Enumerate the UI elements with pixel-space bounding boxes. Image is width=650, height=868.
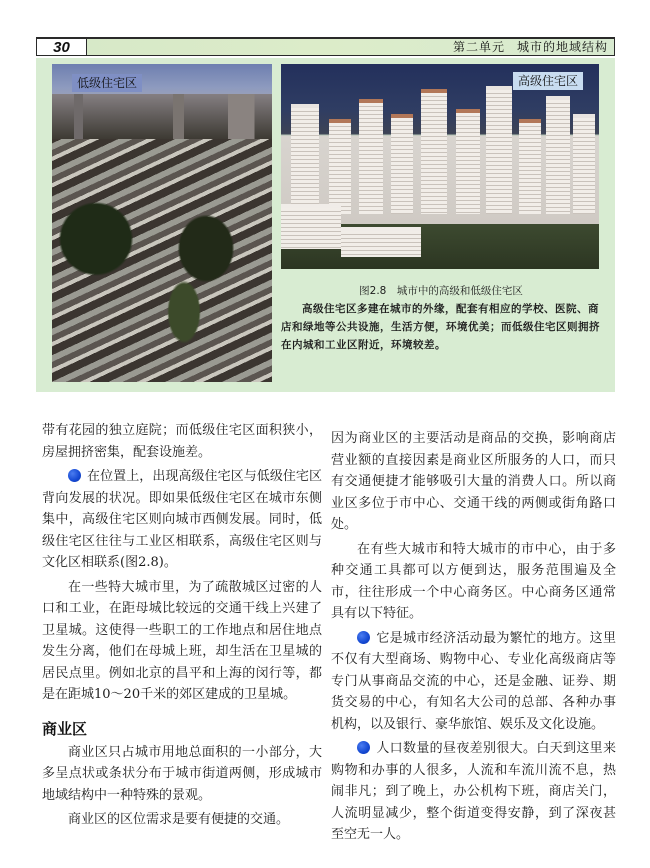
paragraph: 商业区的区位需求是要有便捷的交通。 xyxy=(68,812,290,827)
paragraph-text: 它是城市经济活动最为繁忙的地方。这里不仅有大型商场、购物中心、专业化高级商店等专门从事商品交流的中心，还是金融、证券、期货交易的中心，有知名大公司的总部、各种办事机构，以及银行、豪华旅馆、娱乐及文化设施。 xyxy=(331,630,616,732)
page-number: 30 xyxy=(37,39,87,55)
bullet-icon xyxy=(357,631,370,644)
bullet-icon xyxy=(68,469,81,482)
building-shape xyxy=(341,227,421,257)
building-shape xyxy=(391,114,413,214)
photo-high-grade-residential xyxy=(281,64,599,269)
building-shape xyxy=(421,89,447,214)
building-shape xyxy=(573,114,595,214)
building-shape xyxy=(519,119,541,214)
unit-name: 城市的地域结构 xyxy=(516,39,608,54)
paragraph: 在有些大城市和特大城市的市中心，由于多种交通工具都可以方便到达，服务范围遍及全市，往往形成一个中心商务区。中心商务区通常具有以下特征。 xyxy=(331,541,616,621)
paragraph-bullet xyxy=(42,466,322,574)
paragraph-text: 人口数量的昼夜差别很大。白天到这里来购物和办事的人很多，人流和车流川流不息，热闹非凡；到了晚上，办公机构下班，商店关门，人流明显减少，整个街道变得安静，到了深夜甚至空无一人。 xyxy=(331,741,616,842)
photo-label-low: 低级住宅区 xyxy=(72,74,142,92)
unit-label: 第二单元 xyxy=(452,39,505,54)
paragraph: 在一些特大城市里，为了疏散城区过密的人口和工业，在距母城比较远的交通干线上兴建了卫星城。这使得一些职工的工作地点和居住地点发生分离，他们在母城上班，却生活在卫星城的居民点里。例如北京的昌平和上海的闵行等，都是在距城10～20千米的郊区建成的卫星城。 xyxy=(42,579,322,702)
page-header xyxy=(36,37,615,56)
photo-skyline xyxy=(52,94,272,139)
building-shape xyxy=(281,204,341,249)
building-shape xyxy=(291,104,319,214)
paragraph-text: 在位置上，出现高级住宅区与低级住宅区背向发展的状况。即如果低级住宅区在城市东侧集中，高级住宅区则向城市西侧发展。同时，低级住宅区往往与工业区相联系，高级住宅区则与文化区相联系(图2.8)。 xyxy=(42,469,322,570)
paragraph: 商业区只占城市用地总面积的一小部分，大多呈点状或条状分布于城市街道两侧，形成城市地域结构中一种特殊的景观。 xyxy=(42,744,322,803)
figure-caption xyxy=(281,282,601,354)
building-shape xyxy=(359,99,383,214)
figure-2-8 xyxy=(36,58,615,392)
paragraph-bullet xyxy=(331,628,616,736)
photo-label-high: 高级住宅区 xyxy=(513,72,583,90)
caption-title: 图2.8 城市中的高级和低级住宅区 xyxy=(359,285,523,297)
section-heading: 商业区 xyxy=(42,719,88,738)
caption-body: 高级住宅区多建在城市的外缘，配套有相应的学校、医院、商店和绿地等公共设施，生活方便，环境优美；而低级住宅区则拥挤在内城和工业区附近，环境较差。 xyxy=(281,303,600,351)
unit-title xyxy=(87,39,614,56)
building-shape xyxy=(486,86,512,214)
building-shape xyxy=(329,119,351,214)
building-shape xyxy=(546,96,570,214)
paragraph: 带有花园的独立庭院；而低级住宅区面积狭小，房屋拥挤密集，配套设施差。 xyxy=(42,423,322,460)
photo-low-grade-residential xyxy=(52,64,272,382)
paragraph-bullet xyxy=(331,738,616,846)
paragraph: 因为商业区的主要活动是商品的交换，影响商店营业额的直接因素是商业区所服务的人口，而只有交通便捷才能够吸引大量的消费人口。所以商业区多位于市中心、交通干线的两侧或街角路口处。 xyxy=(331,431,616,532)
left-column xyxy=(42,420,322,834)
building-shape xyxy=(456,109,480,214)
right-column xyxy=(331,428,616,849)
bullet-icon xyxy=(357,741,370,754)
